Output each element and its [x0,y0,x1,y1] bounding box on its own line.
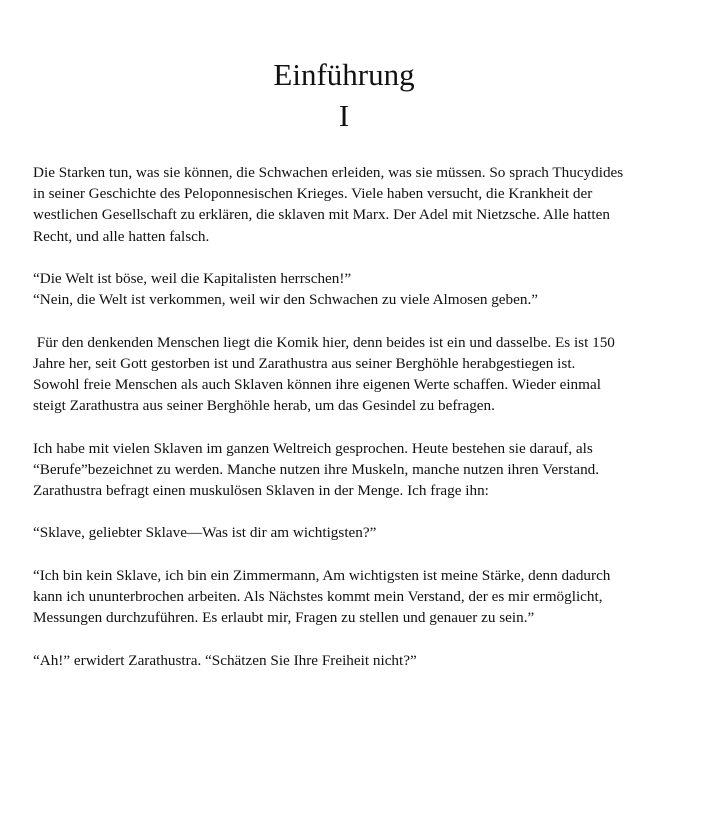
paragraph-line: Messungen durchzuführen. Es erlaubt mir, Fragen zu stellen und genauer zu sein.” [33,609,535,627]
paragraph-line: Zarathustra befragt einen muskulösen Sklaven in der Menge. Ich frage ihn: [33,482,489,499]
chapter-numeral: I [338,98,350,133]
paragraph-3 [33,332,673,417]
paragraph-line: “Ah!” erwidert Zarathustra. “Schätzen Sie Ihre Freiheit nicht?” [33,651,417,669]
chapter-title: Einführung [273,57,415,92]
paragraph-1 [33,162,673,247]
paragraph-6 [33,565,673,629]
paragraph-line: westlichen Gesellschaft zu erklären, die sklaven mit Marx. Der Adel mit Nietzsche. Alle hatten [33,206,610,224]
paragraph-line: Sowohl freie Menschen als auch Sklaven können ihre eigenen Werte schaffen. Wieder einmal [33,376,601,393]
paragraph-7 [33,650,673,671]
chapter-body [33,162,673,692]
paragraph-4 [33,438,673,502]
paragraph-line: “Ich bin kein Sklave, ich bin ein Zimmermann, Am wichtigsten ist meine Stärke, denn dadurch [33,566,611,584]
paragraph-line: Für den denkenden Menschen liegt die Komik hier, denn beides ist ein und dasselbe. Es ist 150 [33,333,615,351]
paragraph-line: in seiner Geschichte des Peloponnesischen Krieges. Viele haben versucht, die Krankheit der [33,185,593,203]
paragraph-line: Ich habe mit vielen Sklaven im ganzen Weltreich gesprochen. Heute bestehen sie darauf, als [33,439,593,457]
paragraph-line: “Die Welt ist böse, weil die Kapitalisten herrschen!” [33,270,352,287]
paragraph-line: kann ich ununterbrochen arbeiten. Als Nächstes kommt mein Verstand, der es mir ermöglicht, [33,587,603,605]
paragraph-line: Jahre her, seit Gott gestorben ist und Zarathustra aus seiner Berghöhle herabgestiegen ist. [33,354,576,372]
paragraph-5 [33,522,673,543]
paragraph-2 [33,268,673,310]
paragraph-line: “Sklave, geliebter Sklave—Was ist dir am wichtigsten?” [33,524,377,542]
paragraph-line: “Nein, die Welt ist verkommen, weil wir den Schwachen zu viele Almosen geben.” [33,291,539,309]
paragraph-line: Recht, und alle hatten falsch. [33,227,210,245]
paragraph-line: Die Starken tun, was sie können, die Schwachen erleiden, was sie müssen. So sprach Thucydides [33,164,624,181]
paragraph-line: steigt Zarathustra aus seiner Berghöhle herab, um das Gesindel zu befragen. [33,397,495,415]
paragraph-line: “Berufe”bezeichnet zu werden. Manche nutzen ihre Muskeln, manche nutzen ihren Verstand. [33,460,600,478]
